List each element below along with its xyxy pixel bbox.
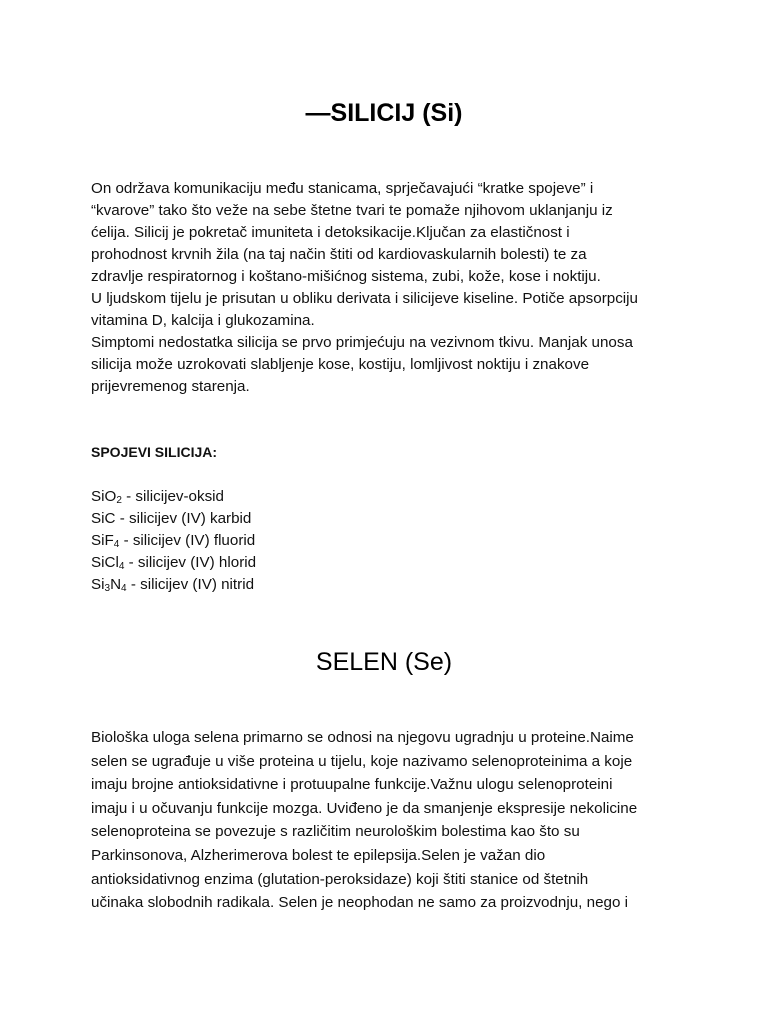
compound-item: [91, 508, 256, 530]
text-line: U ljudskom tijelu je prisutan u obliku derivata i silicijeve kiseline. Potiče apsorpciju: [91, 290, 639, 307]
compound-item: [91, 574, 256, 596]
formula-subscript: 4: [121, 583, 127, 594]
text-line: prohodnost krvnih žila (na taj način štiti od kardiovaskularnih bolesti) te za: [91, 246, 587, 263]
text-line: imaju brojne antioksidativne i protuupalne funkcije.Važnu ulogu selenoproteini: [91, 776, 613, 794]
selen-paragraph: [91, 726, 691, 915]
text-line: vitamina D, kalcija i glukozamina.: [91, 312, 315, 329]
compound-item: [91, 530, 256, 552]
text-line: ćelija. Silicij je pokretač imuniteta i detoksikacije.Ključan za elastičnost i: [91, 224, 570, 241]
compound-name: - silicijev (IV) nitrid: [126, 576, 255, 593]
text-line: Simptomi nedostatka silicija se prvo primjećuju na vezivnom tkivu. Manjak unosa: [91, 334, 633, 351]
text-line: učinaka slobodnih radikala. Selen je neophodan ne samo za proizvodnju, nego i: [91, 894, 628, 912]
formula: SiO: [91, 488, 117, 505]
compound-name: - silicijev (IV) hlorid: [124, 554, 257, 571]
text-line: On održava komunikaciju među stanicama, sprječavajući “kratke spojeve” i: [91, 180, 594, 197]
text-line: silicija može uzrokovati slabljenje kose, kostiju, lomljivost noktiju i znakove: [91, 356, 590, 373]
text-line: Parkinsonova, Alzherimerova bolest te epilepsija.Selen je važan dio: [91, 846, 546, 864]
compounds-heading: SPOJEVI SILICIJA:: [91, 444, 218, 460]
compound-name: - silicijev-oksid: [121, 488, 224, 505]
formula: SiF: [91, 532, 114, 549]
text-line: antioksidativnog enzima (glutation-peroksidaze) koji štiti stanice od štetnih: [91, 870, 589, 888]
text-line: “kvarove” tako što veže na sebe štetne tvari te pomaže njihovom uklanjanju iz: [91, 202, 613, 219]
formula-subscript: 3: [104, 583, 111, 594]
compound-item: [91, 552, 256, 574]
silicij-paragraph: [91, 178, 691, 398]
formula-subscript: 4: [113, 539, 120, 550]
text-line: prijevremenog starenja.: [91, 378, 250, 395]
silicij-title: —SILICIJ (Si): [305, 99, 463, 127]
compound-name: - silicijev (IV) karbid: [115, 510, 252, 527]
formula: SiCl: [91, 554, 119, 571]
compound-item: [91, 486, 256, 508]
text-line: zdravlje respiratornog i koštano-mišićnog sistema, zubi, kože, kose i noktiju.: [91, 268, 601, 285]
text-line: selen se ugrađuje u više proteina u tijelu, koje nazivamo selenoproteinima a koje: [91, 752, 633, 770]
formula: N: [110, 576, 122, 593]
selen-title: SELEN (Se): [315, 648, 453, 676]
text-line: Biološka uloga selena primarno se odnosi na njegovu ugradnju u proteine.Naime: [91, 729, 634, 746]
formula-subscript: 2: [116, 495, 122, 506]
formula-subscript: 4: [118, 561, 125, 572]
text-line: selenoproteina se povezuje s različitim neurološkim bolestima kao što su: [91, 823, 580, 841]
formula: Si: [91, 576, 105, 593]
compound-name: - silicijev (IV) fluorid: [119, 532, 256, 549]
compounds-list: [91, 486, 256, 596]
text-line: imaju i u očuvanju funkcije mozga. Uviđeno je da smanjenje ekspresije nekolicine: [91, 799, 638, 817]
formula: SiC: [91, 510, 116, 527]
